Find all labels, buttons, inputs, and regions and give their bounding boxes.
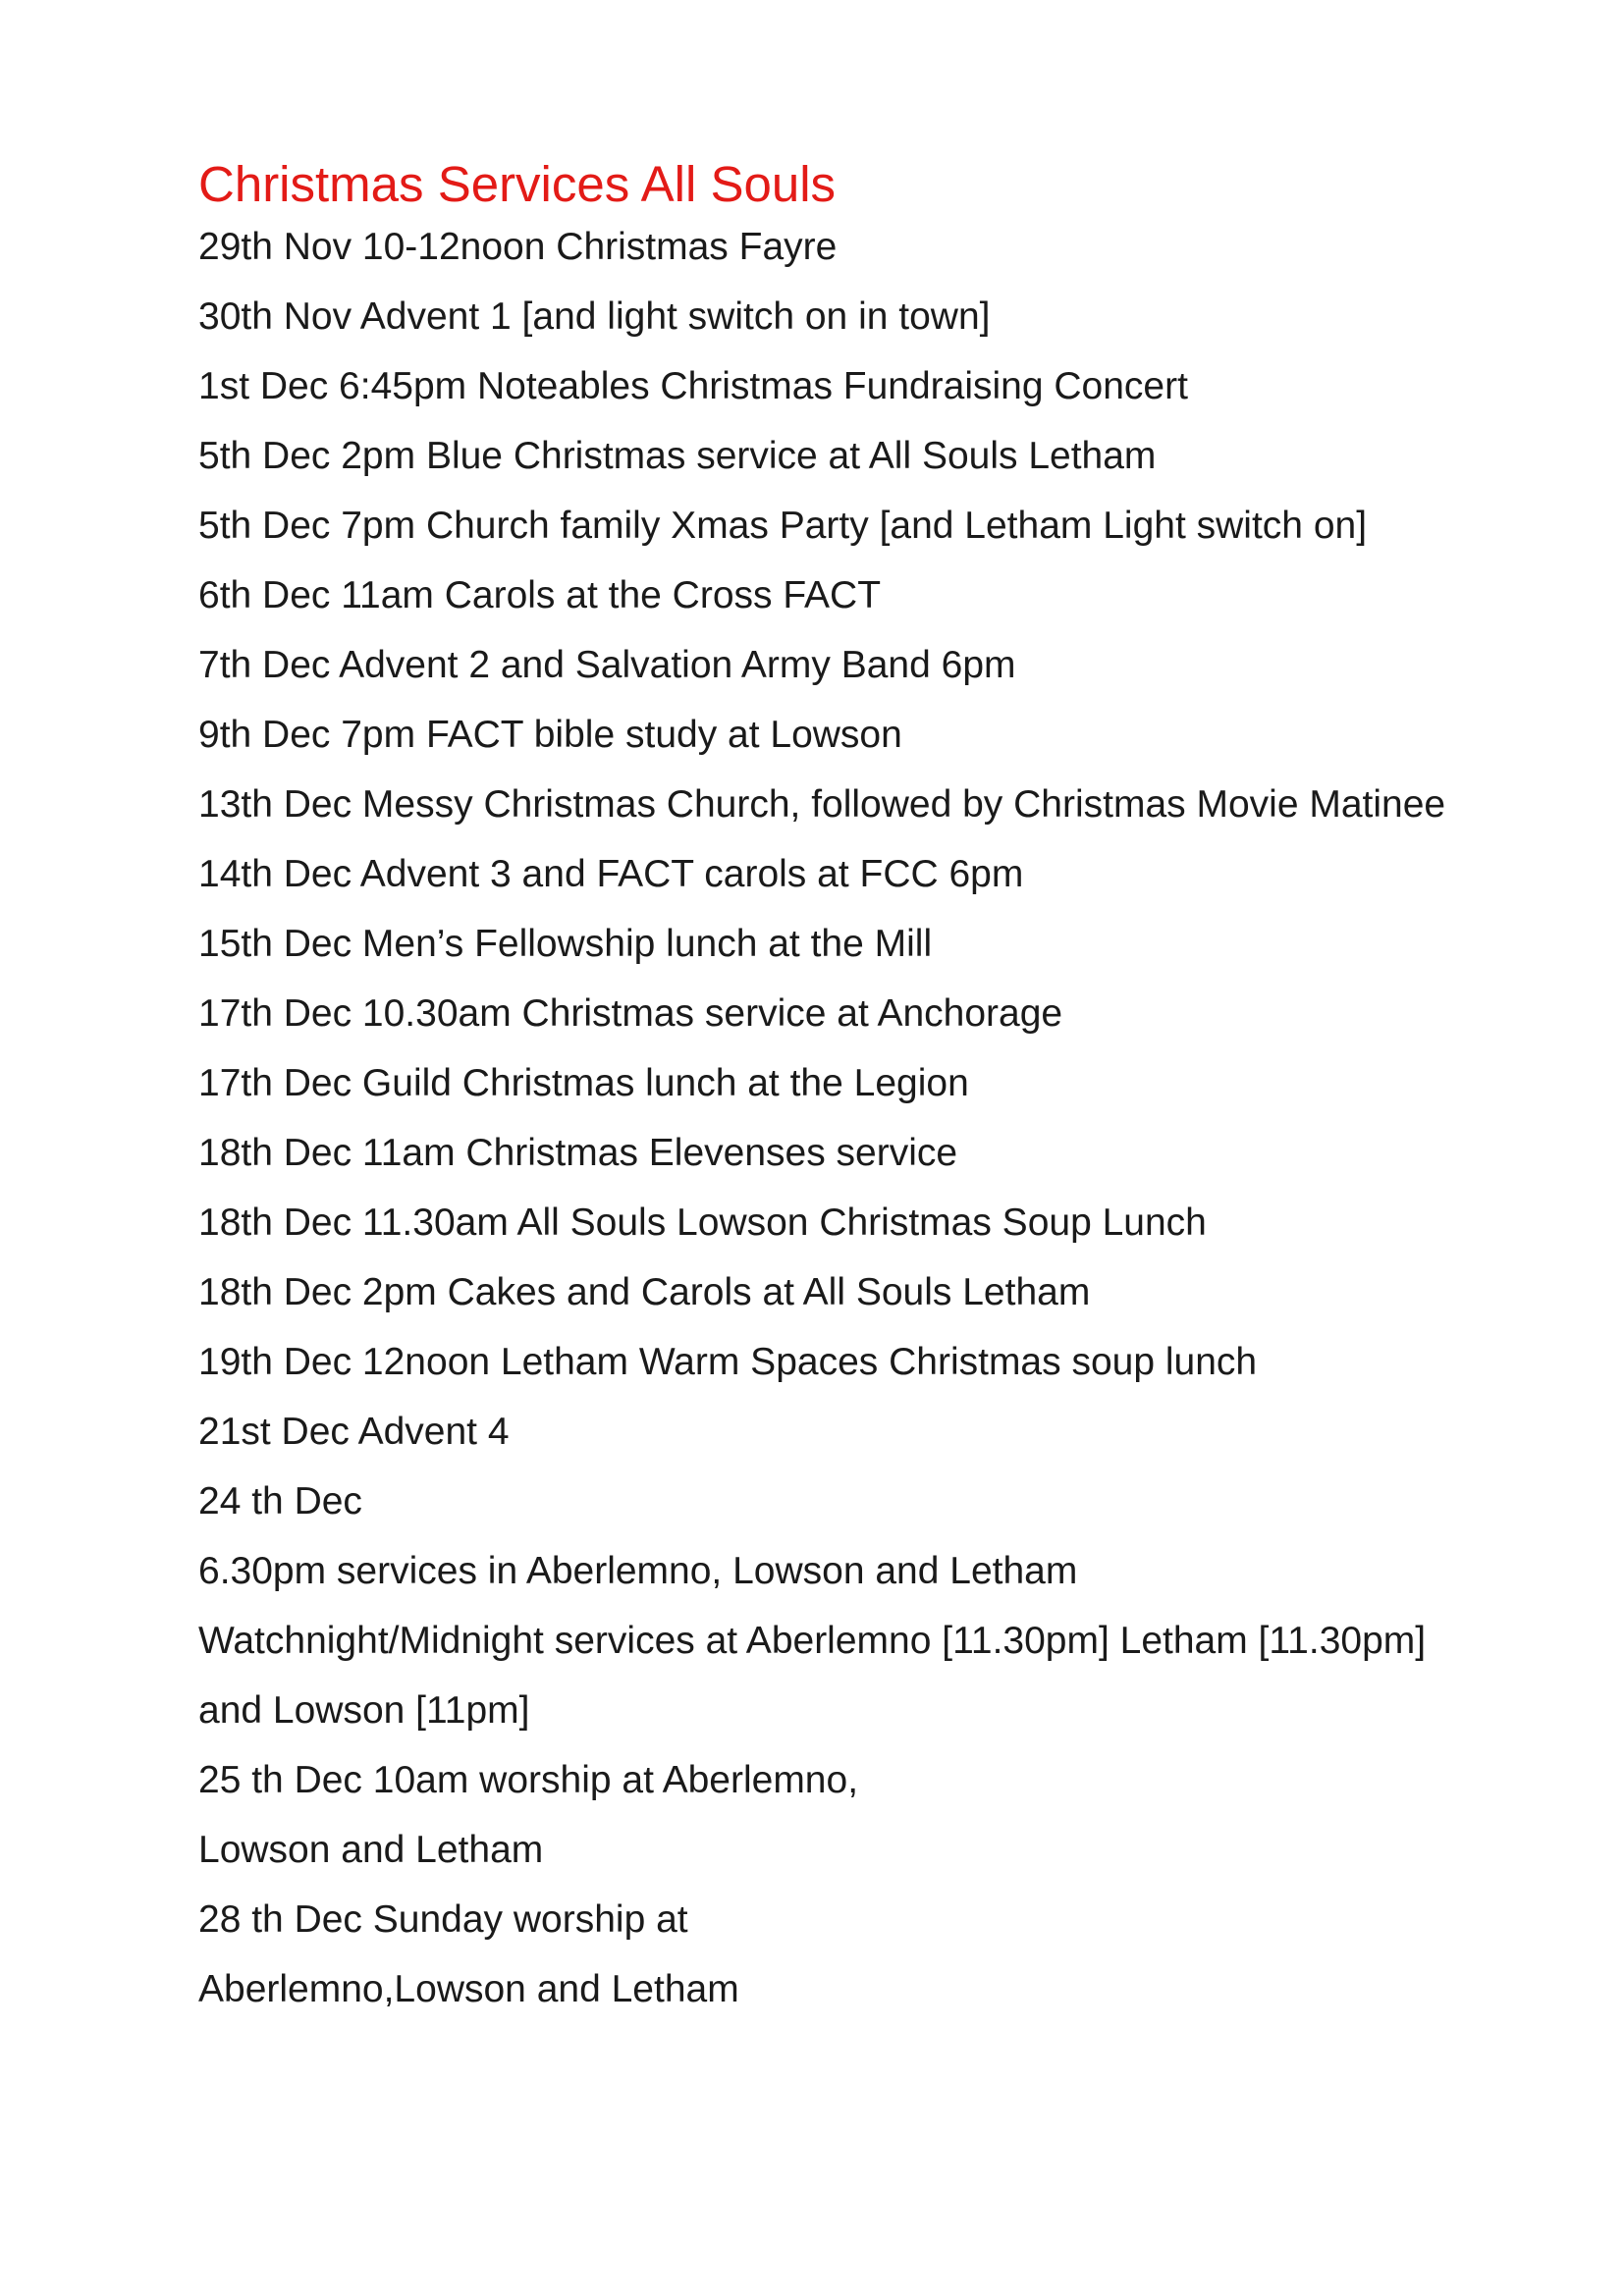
service-line: 6th Dec 11am Carols at the Cross FACT — [198, 574, 882, 616]
service-line: 21st Dec Advent 4 — [198, 1411, 510, 1453]
service-line: 18th Dec 11.30am All Souls Lowson Christmas Soup Lunch — [198, 1201, 1207, 1244]
service-line: 19th Dec 12noon Letham Warm Spaces Christmas soup lunch — [198, 1341, 1258, 1383]
service-line: 14th Dec Advent 3 and FACT carols at FCC 6pm — [198, 853, 1024, 895]
service-line: 18th Dec 2pm Cakes and Carols at All Souls Letham — [198, 1271, 1091, 1313]
service-line: 18th Dec 11am Christmas Elevenses service — [198, 1132, 958, 1174]
service-line: 25 th Dec 10am worship at Aberlemno, — [198, 1759, 859, 1801]
service-line: and Lowson [11pm] — [198, 1689, 530, 1732]
service-line: Watchnight/Midnight services at Aberlemno [11.30pm] Letham [11.30pm] — [198, 1620, 1427, 1662]
service-line: 6.30pm services in Aberlemno, Lowson and Letham — [198, 1550, 1078, 1592]
services-list — [198, 224, 1475, 2013]
document-content — [198, 149, 1475, 2036]
service-line: 29th Nov 10-12noon Christmas Fayre — [198, 226, 838, 268]
service-line: 15th Dec Men’s Fellowship lunch at the Mill — [198, 923, 933, 965]
service-line: 24 th Dec — [198, 1480, 362, 1522]
service-line: Lowson and Letham — [198, 1829, 544, 1871]
service-line: 13th Dec Messy Christmas Church, followed by Christmas Movie Matinee — [198, 783, 1446, 826]
page-title: Christmas Services All Souls — [198, 156, 837, 212]
service-line: 30th Nov Advent 1 [and light switch on in town] — [198, 295, 991, 338]
service-line: 28 th Dec Sunday worship at — [198, 1898, 688, 1941]
service-line: 9th Dec 7pm FACT bible study at Lowson — [198, 714, 902, 756]
service-line: 7th Dec Advent 2 and Salvation Army Band 6pm — [198, 644, 1016, 686]
service-line: 1st Dec 6:45pm Noteables Christmas Fundraising Concert — [198, 365, 1188, 407]
service-line: 17th Dec 10.30am Christmas service at Anchorage — [198, 992, 1063, 1035]
service-line: 5th Dec 2pm Blue Christmas service at All Souls Letham — [198, 435, 1157, 477]
service-line: 5th Dec 7pm Church family Xmas Party [and Letham Light switch on] — [198, 505, 1368, 547]
service-line: 17th Dec Guild Christmas lunch at the Legion — [198, 1062, 969, 1104]
service-line: Aberlemno,Lowson and Letham — [198, 1968, 739, 2010]
